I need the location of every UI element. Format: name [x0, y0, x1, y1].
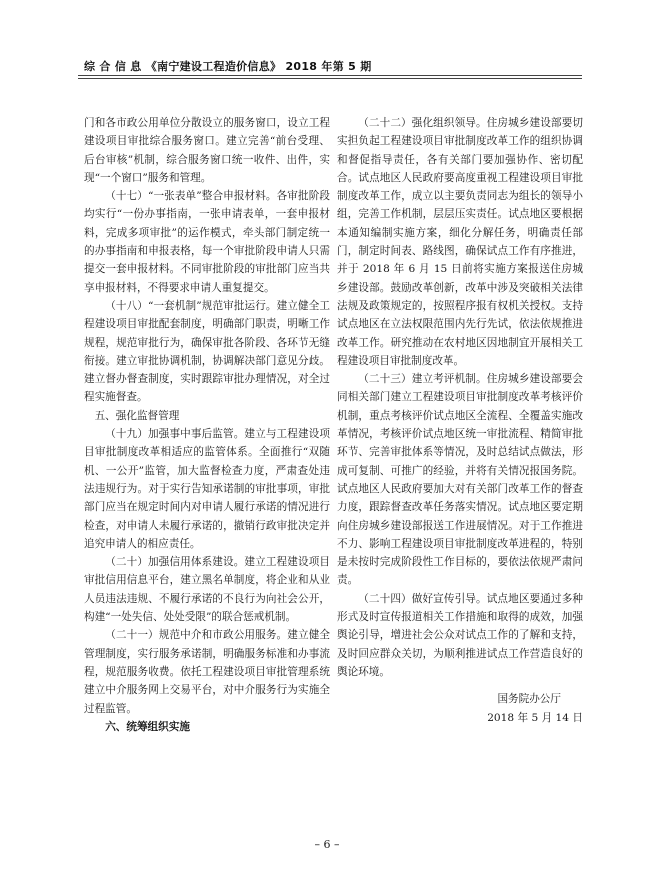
- paragraph-item-24: （二十四）做好宣传引导。试点地区要通过多种形式及时宣传报道相关工作措施和取得的成效，加强舆论引导，增进社会公众对试点工作的了解和支持，及时回应群众关切，为顺利推进试点工作营造良好的舆论环境。: [337, 592, 583, 678]
- header-rule-top: [78, 75, 582, 76]
- signature-organization: 国务院办公厅: [497, 693, 561, 706]
- left-column: [84, 114, 330, 736]
- paragraph-item-17: （十七）“一张表单”整合申报材料。各审批阶段均实行“一份办事指南，一张申请表单，一套申报材料，完成多项审批”的运作模式，牵头部门制定统一的办事指南和申报表格，每一个审批阶段申请人只需提交一套申报材料。不同审批阶段的审批部门应当共享申报材料，不得要求申请人重复提交。: [84, 190, 330, 294]
- paragraph-item-19: （十九）加强事中事后监管。建立与工程建设项目审批制度改革相适应的监管体系。全面推行“双随机、一公开”监管，加大监督检查力度，严肃查处违法违规行为。对于实行告知承诺制的审批事项，审批部门应当在规定时间内对申请人履行承诺的情况进行检查，对申请人未履行承诺的，撤销行政审批决定并追究申请人的相应责任。: [84, 428, 330, 550]
- header-rule-bottom: [78, 78, 582, 79]
- signature-date: 2018 年 5 月 14 日: [487, 711, 583, 724]
- section-heading-6: 六、统筹组织实施: [105, 720, 190, 733]
- paragraph-item-20: （二十）加强信用体系建设。建立工程建设项目审批信用信息平台，建立黑名单制度，将企业和从业人员违法违规、不履行承诺的不良行为向社会公开，构建“一处失信、处处受限”的联合惩戒机制。: [84, 556, 330, 624]
- paragraph-item-23: （二十三）建立考评机制。住房城乡建设部要会同相关部门建立工程建设项目审批制度改革考核评价机制，重点考核评价试点地区全流程、全覆盖实施改革情况，考核评价试点地区统一审批流程、精简审批环节、完善审批体系等情况，及时总结试点做法，形成可复制、可推广的经验，并将有关情况报国务院。试点地区人民政府要加大对有关部门改革工作的督查力度，跟踪督查改革任务落实情况。试点地区要定期向住房城乡建设部报送工作进展情况。对于工作推进不力、影响工程建设项目审批制度改革进程的，特别是未按时完成阶段性工作目标的，要依法依规严肃问责。: [337, 373, 583, 587]
- right-column: [337, 114, 583, 727]
- section-heading-5: 五、强化监督管理: [94, 409, 180, 422]
- page-number: – 6 –: [314, 838, 340, 851]
- paragraph-item-18: （十八）“一套机制”规范审批运行。建立健全工程建设项目审批配套制度，明确部门职责，明晰工作规程，规范审批行为，确保审批各阶段、各环节无缝衔接。建立审批协调机制，协调解决部门意见分歧。建立督办督查制度，实时跟踪审批办理情况，对全过程实施督查。: [84, 299, 330, 404]
- paragraph-item-22: （二十二）强化组织领导。住房城乡建设部要切实担负起工程建设项目审批制度改革工作的组织协调和督促指导责任，各有关部门要加强协作、密切配合。试点地区人民政府要高度重视工程建设项目审批制度改革工作，成立以主要负责同志为组长的领导小组，完善工作机制，层层压实责任。试点地区要根据本通知编制实施方案，细化分解任务，明确责任部门，制定时间表、路线图，确保试点工作有序推进，并于 2018 年 6 月 15 日前将实施方案报送住房城乡建设部。鼓励改革创新，改革中涉及突破相关法律法规及政策规定的，按照程序报有权机关授权。支持试点地区在立法权限范围内先行先试，依法依规推进改革工作。研究推动在农村地区因地制宜开展相关工程建设项目审批制度改革。: [337, 117, 583, 367]
- paragraph-continuation: 门和各市政公用单位分散设立的服务窗口，设立工程建设项目审批综合服务窗口。建立完善“前台受理、后台审核”机制，综合服务窗口统一收件、出件，实现“一个窗口”服务和管理。: [84, 117, 330, 184]
- running-header: 综 合 信 息 《南宁建设工程造价信息》 2018 年第 5 期: [84, 60, 372, 73]
- paragraph-item-21: （二十一）规范中介和市政公用服务。建立健全管理制度，实行服务承诺制，明确服务标准和办事流程，规范服务收费。依托工程建设项目审批管理系统建立中介服务网上交易平台，对中介服务行为实施全过程监管。: [84, 629, 330, 715]
